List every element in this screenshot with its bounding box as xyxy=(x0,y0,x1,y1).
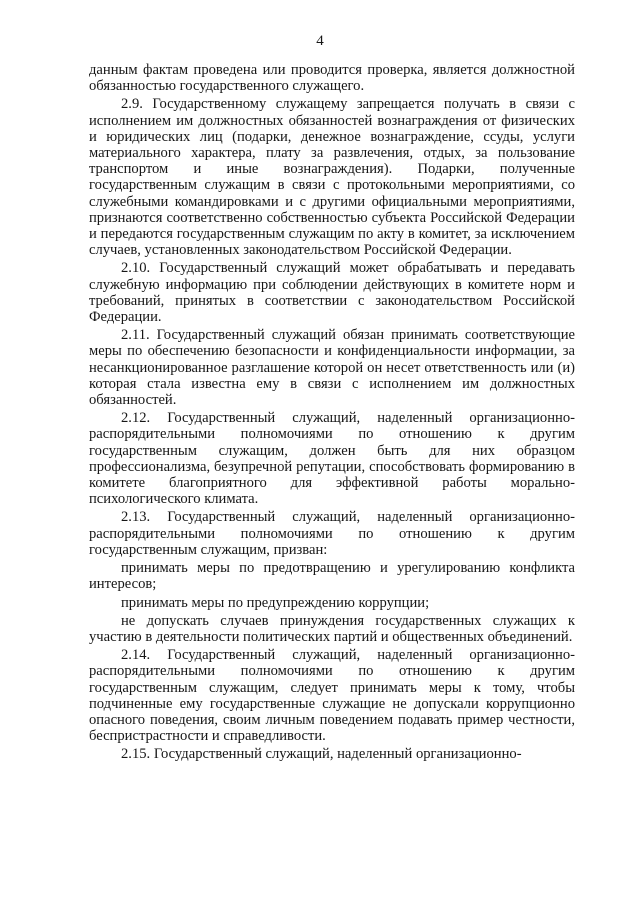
paragraph-continuation: данным фактам проведена или проводится проверка, является должностной обязанностью государственного служащего. xyxy=(89,62,575,95)
page-number: 4 xyxy=(316,33,324,49)
paragraph-2-12: 2.12. Государственный служащий, наделенный организационно-распорядительными полномочиями по отношению к другим государственным служащим, должен быть для них образцом профессионализма, безупречной репутации, способствовать формированию в комитете благоприятного для эффективной работы морально-психологического климата. xyxy=(89,410,575,508)
list-item-conflict: принимать меры по предотвращению и урегулированию конфликта интересов; xyxy=(89,560,575,593)
list-item-coercion: не допускать случаев принуждения государственных служащих к участию в деятельности политических партий и общественных объединений. xyxy=(89,612,575,645)
list-item-corruption: принимать меры по предупреждению коррупции; xyxy=(121,594,430,611)
paragraph-2-11: 2.11. Государственный служащий обязан принимать соответствующие меры по обеспечению безопасности и конфиденциальности информации, за несанкционированное разглашение которой он несет ответственность или (и) которая стала известна ему в связи с исполнением им должностных обязанностей. xyxy=(89,327,575,409)
paragraph-2-10: 2.10. Государственный служащий может обрабатывать и передавать служебную информацию при соблюдении действующих в комитете норм и требований, принятых в соответствии с законодательством Российской Федерации. xyxy=(89,260,575,326)
paragraph-2-9: 2.9. Государственному служащему запрещается получать в связи с исполнением им должностных обязанностей вознаграждения от физических и юридических лиц (подарки, денежное вознаграждение, ссуды, услуги материального характера, плату за развлечения, отдых, за пользование транспортом и иные вознаграждения). Подарки, полученные государственным служащим в связи с протокольными мероприятиями, со служебными командировками и с другими официальными мероприятиями, признаются соответственно собственностью субъекта Российской Федерации и передаются государственным служащим по акту в комитет, за исключением случаев, установленных законодательством Российской Федерации. xyxy=(89,96,575,259)
paragraph-2-13: 2.13. Государственный служащий, наделенный организационно-распорядительными полномочиями по отношению к другим государственным служащим, призван: xyxy=(89,509,575,558)
paragraph-2-14: 2.14. Государственный служащий, наделенный организационно-распорядительными полномочиями по отношению к другим государственным служащим, следует принимать меры к тому, чтобы подчиненные ему государственные служащие не допускали коррупционно опасного поведения, своим личным поведением подавать пример честности, беспристрастности и справедливости. xyxy=(89,647,575,745)
document-body xyxy=(89,62,575,765)
paragraph-2-15: 2.15. Государственный служащий, наделенный организационно- xyxy=(121,746,522,763)
